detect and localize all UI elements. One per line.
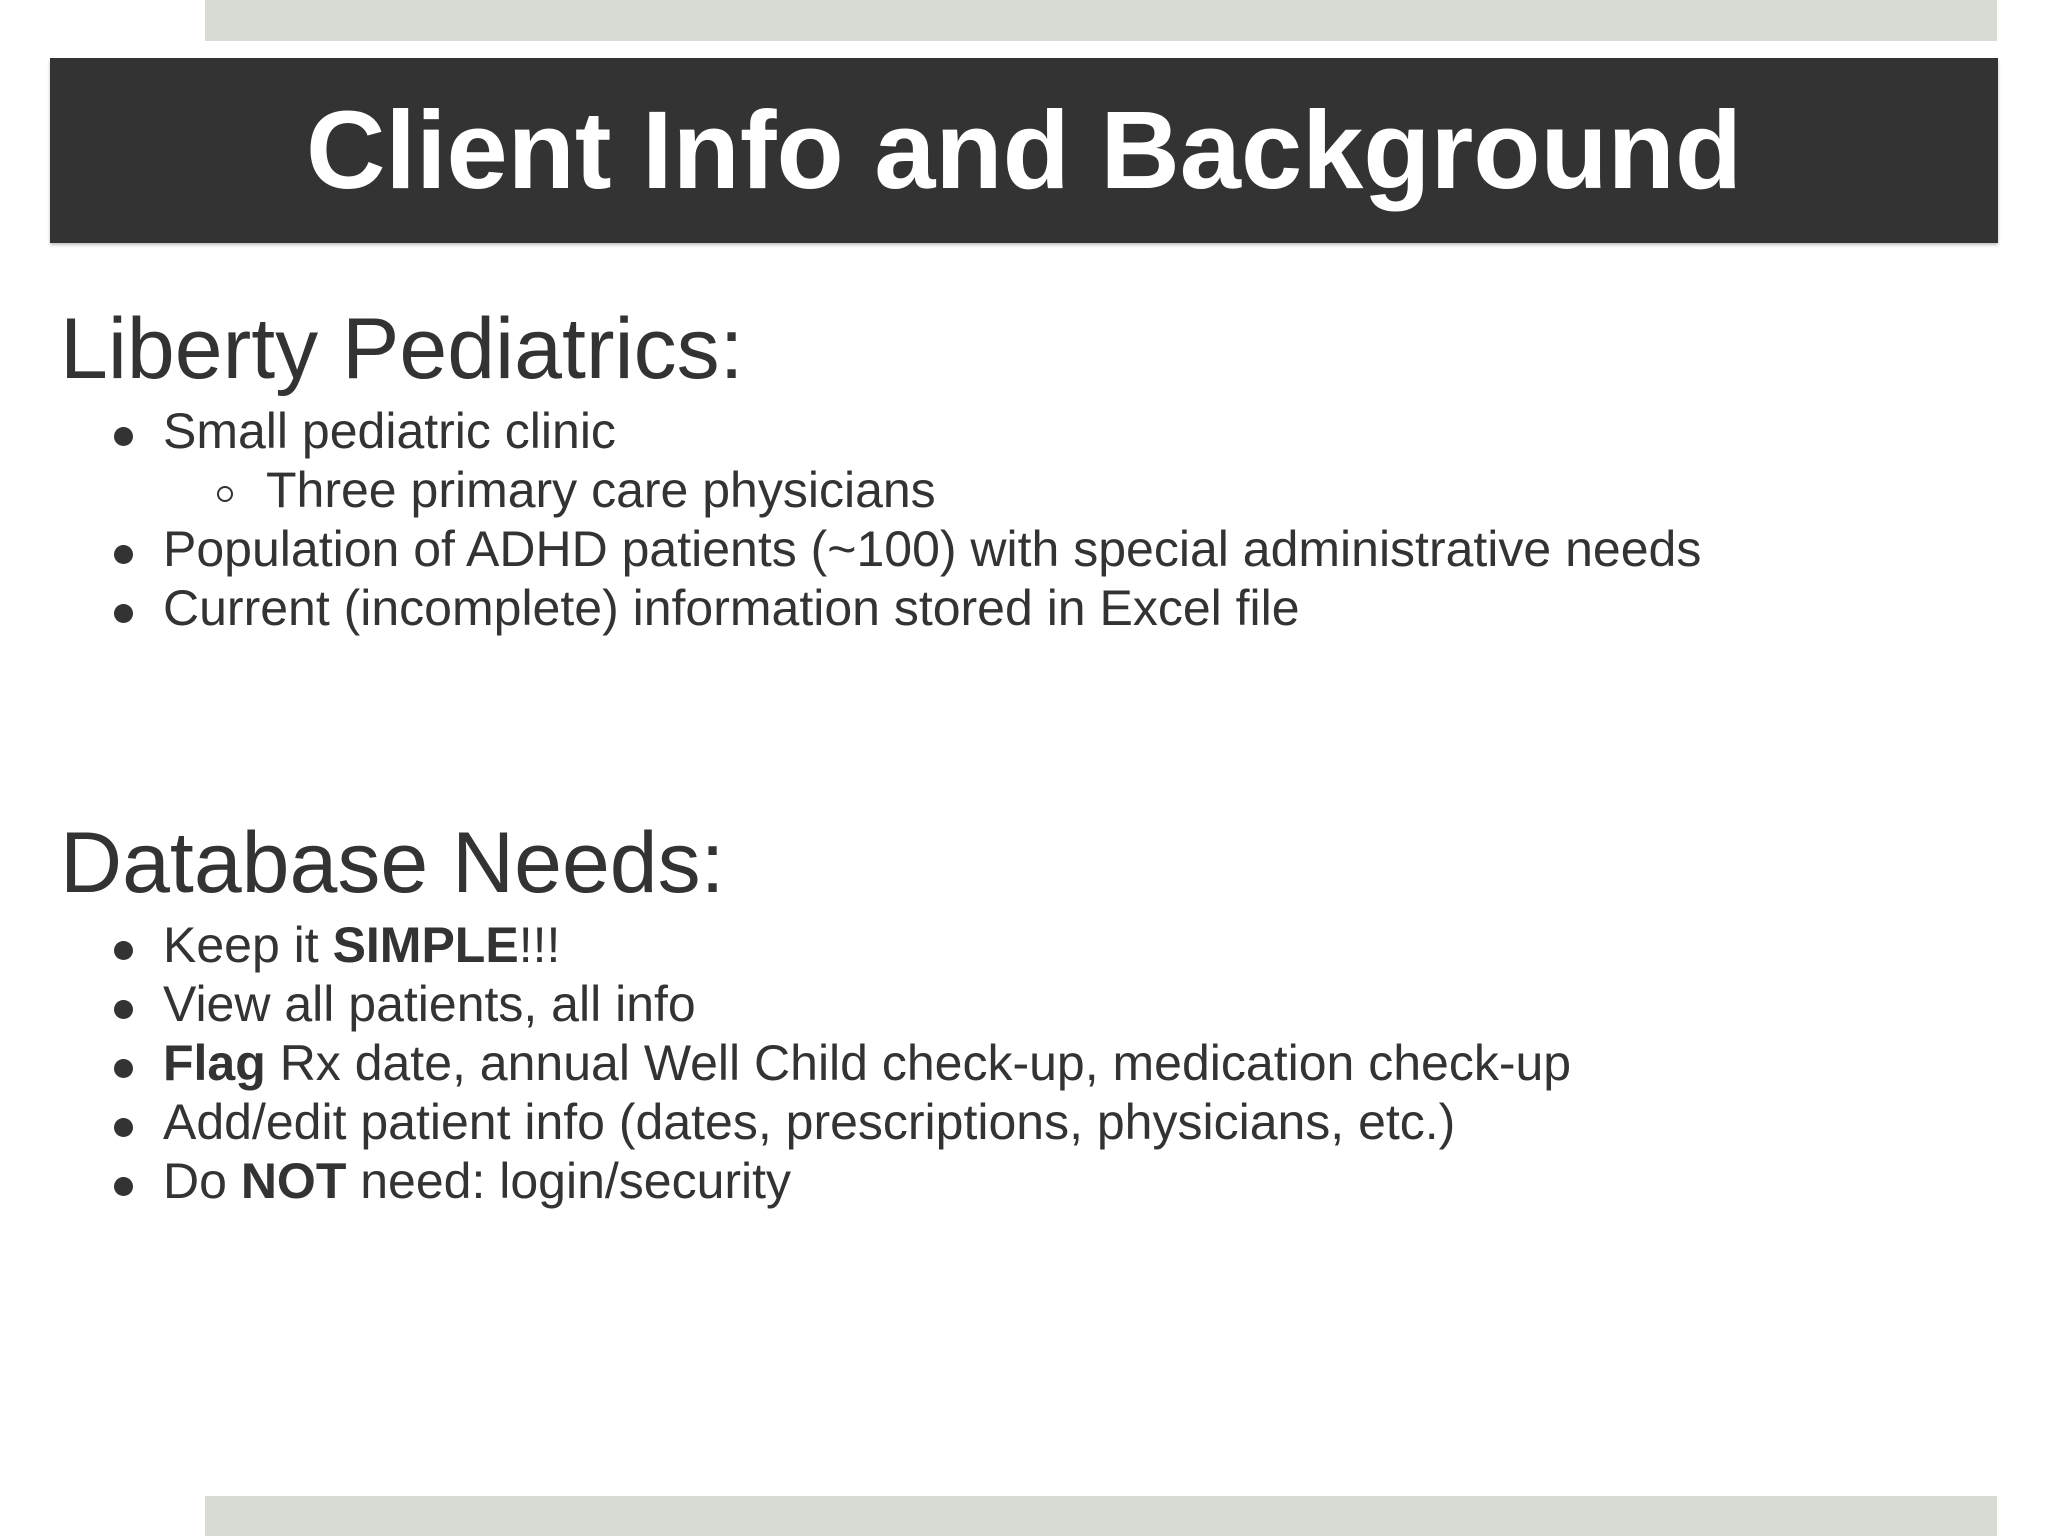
bullet-dot-icon (114, 1177, 133, 1196)
bullet-dot-icon (114, 1059, 133, 1078)
slide-title: Client Info and Background (305, 88, 1743, 212)
bullet-dot-icon (114, 941, 133, 960)
bullet-dot-icon (114, 427, 133, 446)
bottom-accent-band (205, 1496, 1997, 1536)
bullet-circle-icon (217, 486, 233, 502)
title-bar (50, 58, 1998, 243)
bullet-dot-icon (114, 604, 133, 623)
bullet-dot-icon (114, 1000, 133, 1019)
bullet-dot-icon (114, 1118, 133, 1137)
section-heading-liberty-pediatrics: Liberty Pediatrics: (60, 301, 744, 397)
bullet-dot-icon (114, 545, 133, 564)
section-heading-database-needs: Database Needs: (60, 815, 725, 911)
top-accent-band (205, 0, 1997, 41)
